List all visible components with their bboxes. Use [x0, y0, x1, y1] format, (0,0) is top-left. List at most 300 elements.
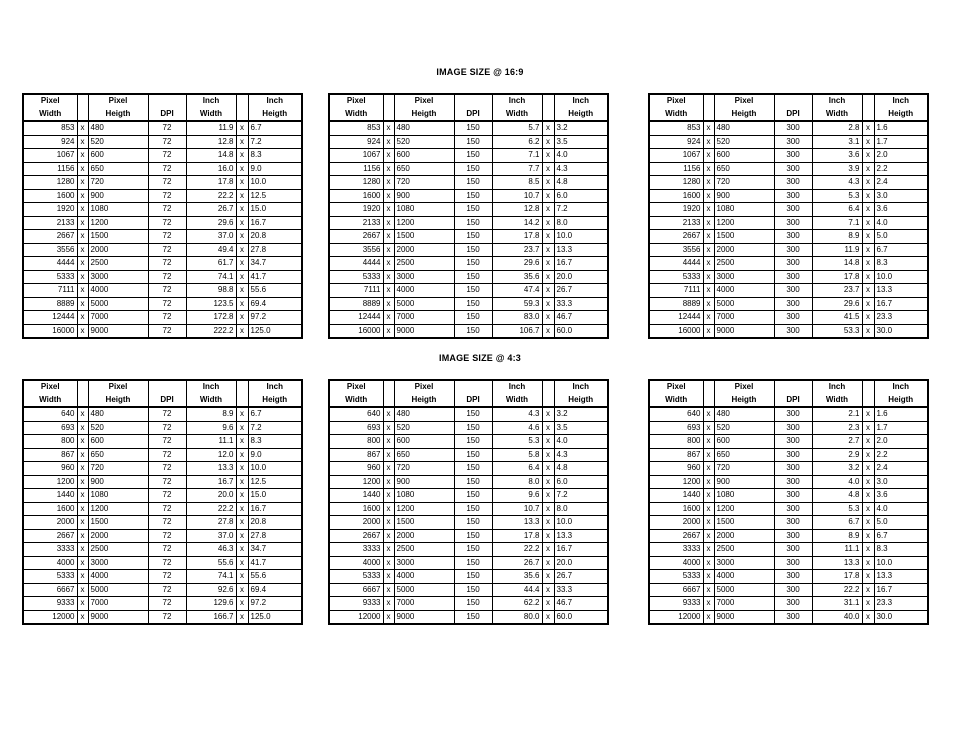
pixel-height-cell: 1080 — [88, 203, 148, 217]
dpi-cell: 150 — [454, 597, 492, 611]
inch-height-cell: 6.0 — [554, 475, 608, 489]
inch-width-cell: 31.1 — [812, 597, 862, 611]
times-sep: x — [703, 176, 714, 190]
pixel-height-cell: 650 — [394, 448, 454, 462]
pixel-width-cell: 12444 — [329, 311, 383, 325]
times-sep: x — [236, 189, 248, 203]
inch-width-cell: 172.8 — [186, 311, 236, 325]
table-row — [329, 407, 608, 421]
dpi-cell: 72 — [148, 570, 186, 584]
inch-height-cell: 46.7 — [554, 597, 608, 611]
pixel-width-cell: 1440 — [649, 489, 703, 503]
times-sep: x — [862, 502, 874, 516]
pixel-height-cell: 720 — [88, 176, 148, 190]
pixel-height-cell: 900 — [88, 189, 148, 203]
times-sep: x — [77, 176, 88, 190]
header-pixel-width: Pixel — [23, 380, 77, 394]
times-sep: x — [542, 448, 554, 462]
times-sep: x — [542, 203, 554, 217]
times-sep: x — [236, 135, 248, 149]
times-sep: x — [383, 121, 394, 135]
header-inch-height: Heigth — [874, 394, 928, 408]
inch-width-cell: 11.9 — [186, 121, 236, 135]
table-row — [649, 489, 928, 503]
dpi-cell: 300 — [774, 421, 812, 435]
header-sep — [703, 94, 714, 108]
times-sep: x — [383, 543, 394, 557]
times-sep: x — [236, 121, 248, 135]
inch-width-cell: 14.2 — [492, 216, 542, 230]
times-sep: x — [862, 284, 874, 298]
size-table — [648, 93, 929, 339]
header-sep — [703, 394, 714, 408]
times-sep: x — [862, 570, 874, 584]
pixel-height-cell: 650 — [88, 162, 148, 176]
inch-width-cell: 13.3 — [492, 516, 542, 530]
inch-height-cell: 6.7 — [248, 121, 302, 135]
table-row — [23, 462, 302, 476]
times-sep: x — [703, 284, 714, 298]
pixel-height-cell: 3000 — [394, 556, 454, 570]
times-sep: x — [236, 489, 248, 503]
header-inch-height: Inch — [874, 94, 928, 108]
header-sep — [542, 394, 554, 408]
pixel-height-cell: 1080 — [394, 203, 454, 217]
times-sep: x — [77, 435, 88, 449]
table-row — [23, 610, 302, 624]
dpi-cell: 72 — [148, 421, 186, 435]
dpi-cell: 72 — [148, 610, 186, 624]
inch-width-cell: 6.4 — [492, 462, 542, 476]
pixel-width-cell: 693 — [329, 421, 383, 435]
table-row — [649, 243, 928, 257]
table-row — [23, 475, 302, 489]
pixel-height-cell: 1200 — [88, 216, 148, 230]
times-sep: x — [77, 448, 88, 462]
inch-width-cell: 29.6 — [492, 257, 542, 271]
times-sep: x — [77, 421, 88, 435]
inch-height-cell: 2.4 — [874, 176, 928, 190]
inch-width-cell: 27.8 — [186, 516, 236, 530]
inch-width-cell: 74.1 — [186, 570, 236, 584]
inch-height-cell: 3.2 — [554, 407, 608, 421]
table-row — [649, 421, 928, 435]
pixel-height-cell: 2500 — [394, 257, 454, 271]
inch-height-cell: 46.7 — [554, 311, 608, 325]
pixel-width-cell: 3556 — [649, 243, 703, 257]
times-sep: x — [703, 121, 714, 135]
dpi-cell: 150 — [454, 583, 492, 597]
times-sep: x — [862, 543, 874, 557]
inch-width-cell: 29.6 — [812, 297, 862, 311]
inch-width-cell: 10.7 — [492, 189, 542, 203]
size-table — [648, 379, 929, 625]
pixel-width-cell: 12000 — [329, 610, 383, 624]
table-row — [329, 462, 608, 476]
inch-height-cell: 2.2 — [874, 162, 928, 176]
dpi-cell: 72 — [148, 243, 186, 257]
pixel-width-cell: 4444 — [649, 257, 703, 271]
pixel-height-cell: 720 — [394, 462, 454, 476]
pixel-height-cell: 480 — [714, 407, 774, 421]
inch-height-cell: 4.0 — [554, 435, 608, 449]
dpi-cell: 72 — [148, 270, 186, 284]
times-sep: x — [542, 230, 554, 244]
size-table — [328, 93, 609, 339]
table-row — [329, 489, 608, 503]
times-sep: x — [542, 284, 554, 298]
dpi-cell: 72 — [148, 189, 186, 203]
pixel-height-cell: 9000 — [88, 610, 148, 624]
inch-width-cell: 92.6 — [186, 583, 236, 597]
header-pixel-height: Heigth — [714, 394, 774, 408]
pixel-height-cell: 2000 — [394, 243, 454, 257]
dpi-cell: 150 — [454, 189, 492, 203]
header-row — [329, 108, 608, 122]
inch-width-cell: 47.4 — [492, 284, 542, 298]
pixel-width-cell: 1440 — [329, 489, 383, 503]
pixel-height-cell: 5000 — [714, 297, 774, 311]
dpi-cell: 300 — [774, 121, 812, 135]
inch-height-cell: 41.7 — [248, 556, 302, 570]
table-row — [649, 162, 928, 176]
table-row — [649, 149, 928, 163]
pixel-height-cell: 900 — [714, 475, 774, 489]
inch-height-cell: 4.8 — [554, 462, 608, 476]
dpi-cell: 72 — [148, 311, 186, 325]
table-row — [23, 176, 302, 190]
pixel-width-cell: 924 — [649, 135, 703, 149]
times-sep: x — [77, 243, 88, 257]
table-row — [329, 516, 608, 530]
header-inch-width: Inch — [186, 380, 236, 394]
dpi-cell: 72 — [148, 435, 186, 449]
header-row — [329, 394, 608, 408]
table-row — [329, 475, 608, 489]
inch-width-cell: 4.8 — [812, 489, 862, 503]
times-sep: x — [236, 324, 248, 338]
inch-width-cell: 2.3 — [812, 421, 862, 435]
dpi-cell: 300 — [774, 311, 812, 325]
times-sep: x — [383, 203, 394, 217]
inch-height-cell: 20.8 — [248, 516, 302, 530]
header-sep — [236, 394, 248, 408]
times-sep: x — [236, 610, 248, 624]
pixel-height-cell: 520 — [394, 135, 454, 149]
dpi-cell: 150 — [454, 407, 492, 421]
times-sep: x — [383, 176, 394, 190]
pixel-width-cell: 7111 — [23, 284, 77, 298]
inch-width-cell: 5.3 — [492, 435, 542, 449]
inch-height-cell: 10.0 — [248, 462, 302, 476]
inch-height-cell: 30.0 — [874, 610, 928, 624]
inch-height-cell: 60.0 — [554, 610, 608, 624]
times-sep: x — [862, 297, 874, 311]
times-sep: x — [703, 297, 714, 311]
inch-width-cell: 2.7 — [812, 435, 862, 449]
inch-height-cell: 16.7 — [248, 502, 302, 516]
pixel-width-cell: 5333 — [329, 270, 383, 284]
inch-height-cell: 6.7 — [874, 243, 928, 257]
times-sep: x — [236, 149, 248, 163]
inch-width-cell: 20.0 — [186, 489, 236, 503]
times-sep: x — [236, 556, 248, 570]
inch-width-cell: 3.6 — [812, 149, 862, 163]
pixel-height-cell: 5000 — [714, 583, 774, 597]
times-sep: x — [236, 284, 248, 298]
dpi-cell: 300 — [774, 149, 812, 163]
inch-width-cell: 29.6 — [186, 216, 236, 230]
times-sep: x — [542, 435, 554, 449]
dpi-cell: 300 — [774, 610, 812, 624]
pixel-height-cell: 5000 — [88, 297, 148, 311]
times-sep: x — [862, 121, 874, 135]
times-sep: x — [236, 435, 248, 449]
header-pixel-height: Pixel — [88, 94, 148, 108]
inch-width-cell: 41.5 — [812, 311, 862, 325]
dpi-cell: 150 — [454, 448, 492, 462]
times-sep: x — [236, 162, 248, 176]
times-sep: x — [77, 284, 88, 298]
inch-width-cell: 123.5 — [186, 297, 236, 311]
header-inch-height: Inch — [248, 380, 302, 394]
pixel-height-cell: 480 — [88, 121, 148, 135]
pixel-width-cell: 4000 — [329, 556, 383, 570]
times-sep: x — [77, 257, 88, 271]
header-row — [329, 94, 608, 108]
times-sep: x — [542, 311, 554, 325]
table-row — [329, 529, 608, 543]
dpi-cell: 300 — [774, 189, 812, 203]
dpi-cell: 150 — [454, 529, 492, 543]
inch-width-cell: 6.4 — [812, 203, 862, 217]
times-sep: x — [542, 610, 554, 624]
inch-height-cell: 23.3 — [874, 597, 928, 611]
dpi-cell: 150 — [454, 230, 492, 244]
pixel-height-cell: 9000 — [394, 324, 454, 338]
inch-width-cell: 2.8 — [812, 121, 862, 135]
inch-width-cell: 17.8 — [186, 176, 236, 190]
dpi-cell: 300 — [774, 297, 812, 311]
pixel-height-cell: 900 — [88, 475, 148, 489]
table-row — [649, 216, 928, 230]
inch-height-cell: 10.0 — [248, 176, 302, 190]
header-pixel-width: Pixel — [649, 94, 703, 108]
pixel-height-cell: 3000 — [88, 556, 148, 570]
header-pixel-height: Pixel — [714, 380, 774, 394]
times-sep: x — [862, 162, 874, 176]
table-row — [23, 121, 302, 135]
inch-height-cell: 1.6 — [874, 121, 928, 135]
times-sep: x — [862, 407, 874, 421]
times-sep: x — [862, 421, 874, 435]
times-sep: x — [383, 435, 394, 449]
pixel-width-cell: 1600 — [649, 189, 703, 203]
dpi-cell: 150 — [454, 149, 492, 163]
pixel-width-cell: 867 — [23, 448, 77, 462]
inch-width-cell: 8.9 — [812, 230, 862, 244]
times-sep: x — [77, 502, 88, 516]
pixel-height-cell: 600 — [88, 149, 148, 163]
inch-width-cell: 4.6 — [492, 421, 542, 435]
inch-width-cell: 16.0 — [186, 162, 236, 176]
inch-height-cell: 41.7 — [248, 270, 302, 284]
header-dpi — [454, 380, 492, 394]
header-dpi — [774, 380, 812, 394]
times-sep: x — [77, 516, 88, 530]
pixel-height-cell: 1080 — [394, 489, 454, 503]
dpi-cell: 150 — [454, 162, 492, 176]
header-sep — [542, 94, 554, 108]
dpi-cell: 72 — [148, 257, 186, 271]
pixel-width-cell: 5333 — [649, 270, 703, 284]
inch-width-cell: 6.2 — [492, 135, 542, 149]
pixel-width-cell: 16000 — [329, 324, 383, 338]
pixel-height-cell: 3000 — [714, 556, 774, 570]
times-sep: x — [77, 597, 88, 611]
inch-width-cell: 13.3 — [812, 556, 862, 570]
inch-height-cell: 7.2 — [554, 203, 608, 217]
pixel-width-cell: 640 — [23, 407, 77, 421]
times-sep: x — [383, 421, 394, 435]
dpi-cell: 150 — [454, 203, 492, 217]
times-sep: x — [703, 203, 714, 217]
inch-width-cell: 59.3 — [492, 297, 542, 311]
inch-width-cell: 11.1 — [812, 543, 862, 557]
dpi-cell: 150 — [454, 489, 492, 503]
pixel-width-cell: 1600 — [23, 502, 77, 516]
pixel-height-cell: 5000 — [88, 583, 148, 597]
table-row — [329, 257, 608, 271]
times-sep: x — [542, 176, 554, 190]
times-sep: x — [77, 570, 88, 584]
inch-width-cell: 3.9 — [812, 162, 862, 176]
inch-width-cell: 2.9 — [812, 448, 862, 462]
inch-height-cell: 23.3 — [874, 311, 928, 325]
inch-width-cell: 37.0 — [186, 230, 236, 244]
inch-height-cell: 5.0 — [874, 516, 928, 530]
inch-width-cell: 5.3 — [812, 502, 862, 516]
inch-height-cell: 2.2 — [874, 448, 928, 462]
times-sep: x — [862, 435, 874, 449]
pixel-height-cell: 9000 — [88, 324, 148, 338]
inch-height-cell: 4.3 — [554, 162, 608, 176]
dpi-cell: 72 — [148, 489, 186, 503]
times-sep: x — [703, 516, 714, 530]
inch-height-cell: 13.3 — [874, 570, 928, 584]
header-sep — [383, 94, 394, 108]
dpi-cell: 72 — [148, 135, 186, 149]
times-sep: x — [236, 583, 248, 597]
inch-width-cell: 129.6 — [186, 597, 236, 611]
table-row — [649, 502, 928, 516]
dpi-cell: 300 — [774, 284, 812, 298]
table-row — [23, 407, 302, 421]
header-sep — [77, 394, 88, 408]
times-sep: x — [77, 297, 88, 311]
table-row — [649, 189, 928, 203]
header-inch-width: Inch — [492, 94, 542, 108]
pixel-height-cell: 2000 — [714, 243, 774, 257]
header-inch-width: Width — [186, 108, 236, 122]
table-row — [649, 270, 928, 284]
dpi-cell: 72 — [148, 529, 186, 543]
dpi-cell: 72 — [148, 162, 186, 176]
header-inch-height: Heigth — [554, 394, 608, 408]
times-sep: x — [236, 462, 248, 476]
times-sep: x — [703, 189, 714, 203]
pixel-width-cell: 6667 — [23, 583, 77, 597]
header-dpi: DPI — [774, 108, 812, 122]
times-sep: x — [383, 216, 394, 230]
header-row — [23, 394, 302, 408]
times-sep: x — [383, 556, 394, 570]
times-sep: x — [542, 489, 554, 503]
inch-height-cell: 8.3 — [874, 257, 928, 271]
inch-height-cell: 4.0 — [874, 502, 928, 516]
pixel-height-cell: 720 — [88, 462, 148, 476]
times-sep: x — [383, 502, 394, 516]
pixel-width-cell: 2133 — [649, 216, 703, 230]
pixel-height-cell: 7000 — [394, 311, 454, 325]
times-sep: x — [383, 284, 394, 298]
pixel-height-cell: 9000 — [714, 324, 774, 338]
pixel-width-cell: 9333 — [329, 597, 383, 611]
inch-width-cell: 83.0 — [492, 311, 542, 325]
header-pixel-width: Pixel — [329, 94, 383, 108]
pixel-width-cell: 2667 — [329, 230, 383, 244]
pixel-width-cell: 2667 — [649, 230, 703, 244]
dpi-cell: 150 — [454, 516, 492, 530]
table-row — [329, 570, 608, 584]
inch-width-cell: 22.2 — [812, 583, 862, 597]
dpi-cell: 72 — [148, 149, 186, 163]
header-pixel-height: Heigth — [394, 394, 454, 408]
table-row — [23, 216, 302, 230]
pixel-height-cell: 1500 — [88, 516, 148, 530]
dpi-cell: 300 — [774, 475, 812, 489]
header-inch-width: Inch — [812, 380, 862, 394]
pixel-height-cell: 7000 — [394, 597, 454, 611]
times-sep: x — [862, 203, 874, 217]
pixel-width-cell: 5333 — [23, 570, 77, 584]
header-sep — [77, 94, 88, 108]
times-sep: x — [542, 570, 554, 584]
times-sep: x — [542, 502, 554, 516]
dpi-cell: 300 — [774, 407, 812, 421]
dpi-cell: 72 — [148, 203, 186, 217]
dpi-cell: 72 — [148, 284, 186, 298]
pixel-height-cell: 3000 — [394, 270, 454, 284]
inch-height-cell: 8.0 — [554, 216, 608, 230]
inch-height-cell: 16.7 — [554, 543, 608, 557]
inch-height-cell: 16.7 — [554, 257, 608, 271]
header-inch-height: Heigth — [554, 108, 608, 122]
table-row — [649, 543, 928, 557]
header-sep — [862, 94, 874, 108]
table-row — [23, 203, 302, 217]
table-row — [23, 543, 302, 557]
times-sep: x — [77, 135, 88, 149]
times-sep: x — [703, 556, 714, 570]
inch-width-cell: 4.3 — [492, 407, 542, 421]
pixel-width-cell: 5333 — [329, 570, 383, 584]
times-sep: x — [703, 324, 714, 338]
inch-height-cell: 8.3 — [248, 435, 302, 449]
times-sep: x — [862, 556, 874, 570]
pixel-width-cell: 1600 — [23, 189, 77, 203]
inch-height-cell: 3.0 — [874, 475, 928, 489]
